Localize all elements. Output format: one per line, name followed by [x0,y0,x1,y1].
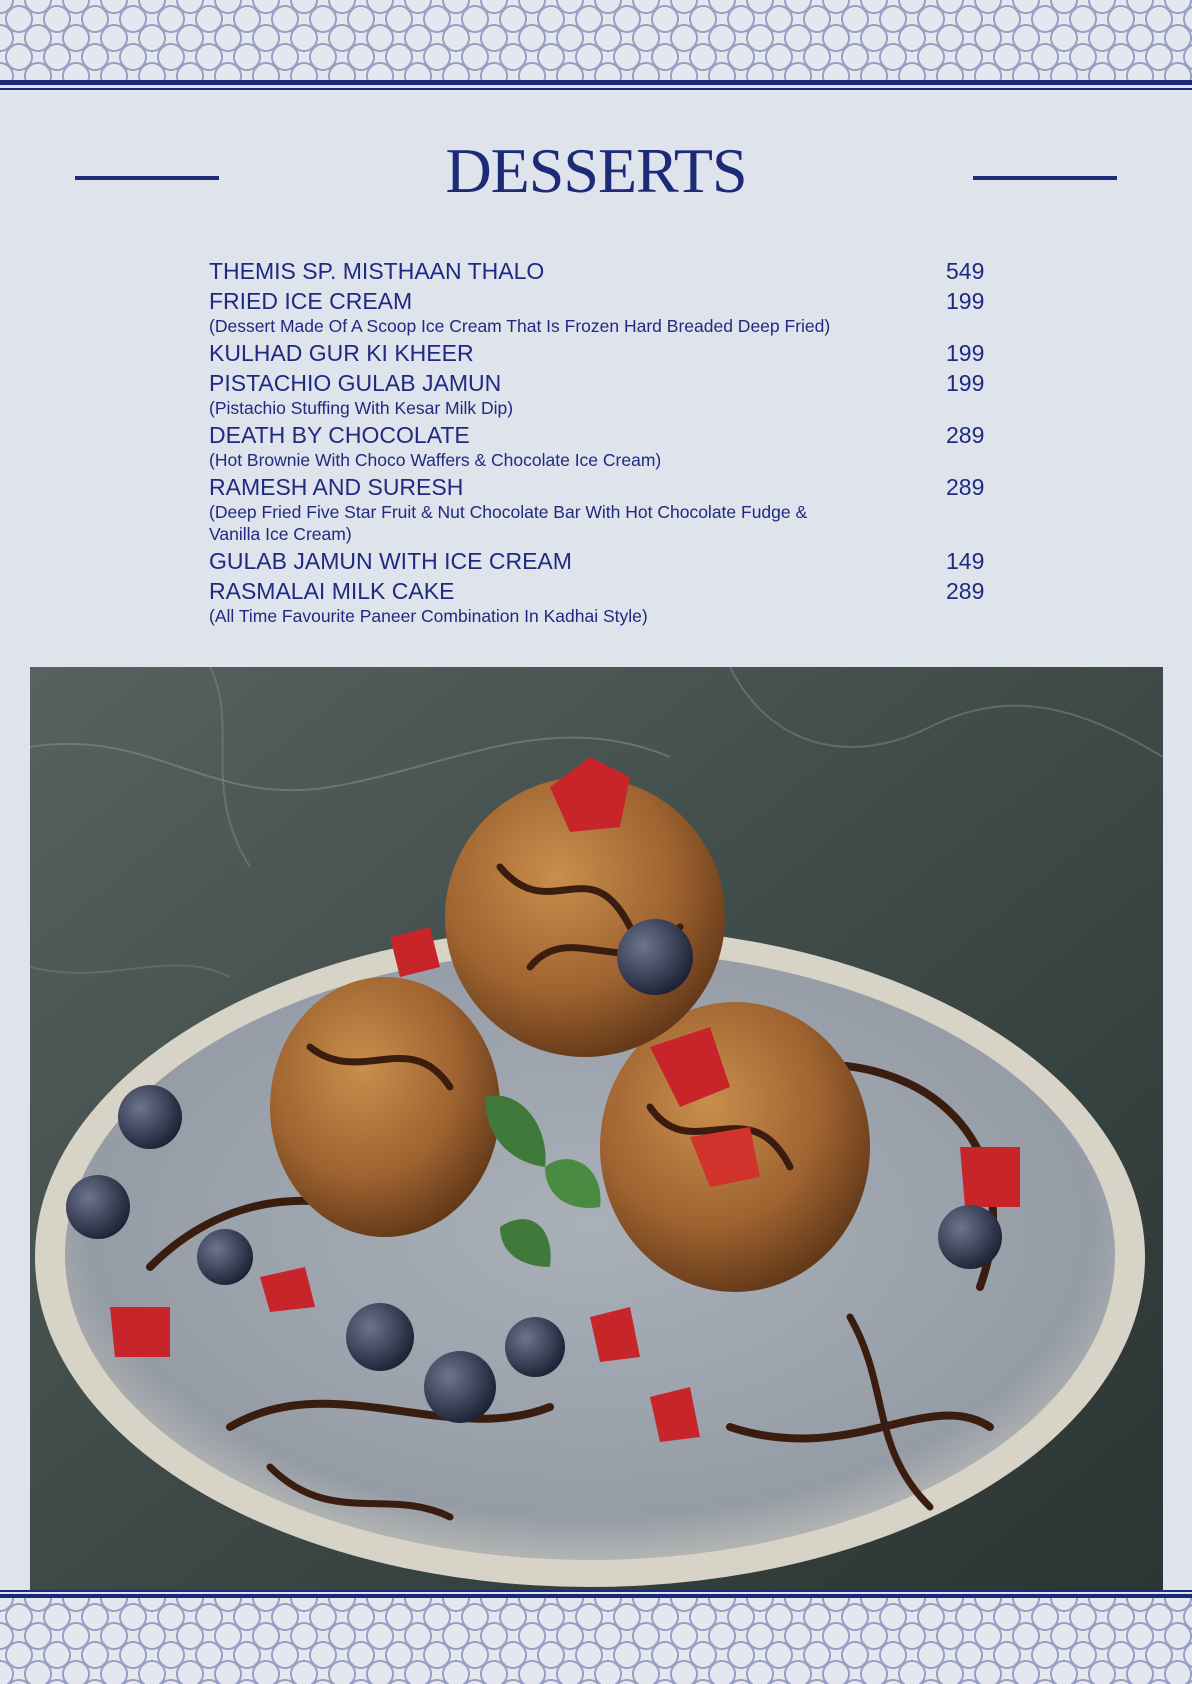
menu-item-description: (Pistachio Stuffing With Kesar Milk Dip) [209,398,514,418]
menu-item-name: RASMALAI MILK CAKE [209,578,455,604]
menu-item-description: (Hot Brownie With Choco Waffers & Chocolate Ice Cream) [209,450,662,470]
menu-item [209,258,1009,285]
top-pattern-band [0,0,1192,82]
menu-item-name: GULAB JAMUN WITH ICE CREAM [209,548,572,574]
menu-item-name: KULHAD GUR KI KHEER [209,340,474,366]
menu-item [209,370,1009,419]
menu-item [209,422,1009,471]
menu-item-price: 289 [946,422,985,448]
menu-item [209,578,1009,627]
menu-item-price: 289 [946,474,985,500]
menu-item [209,288,1009,337]
menu-item [209,474,1009,545]
menu-item [209,340,1009,367]
menu-item-description: (All Time Favourite Paneer Combination In Kadhai Style) [209,606,648,626]
heading-right-rule [973,176,1117,180]
menu-item-name: DEATH BY CHOCOLATE [209,422,470,448]
page-title: DESSERTS [445,135,747,206]
menu-item-price: 199 [946,288,985,314]
menu-item [209,548,1009,575]
menu-item-price: 199 [946,340,985,366]
menu-item-description: (Dessert Made Of A Scoop Ice Cream That Is Frozen Hard Breaded Deep Fried) [209,316,831,336]
section-header [0,128,1192,208]
menu-item-name: THEMIS SP. MISTHAAN THALO [209,258,545,284]
menu-item-price: 289 [946,578,985,604]
menu-item-price: 149 [946,548,985,574]
menu-item-name: RAMESH AND SURESH [209,474,464,500]
top-divider-thin [0,88,1192,90]
bottom-pattern-band [0,1598,1192,1684]
menu-item-name: FRIED ICE CREAM [209,288,413,314]
dessert-photo [30,667,1163,1590]
bottom-divider-thin [0,1590,1192,1592]
menu-list [209,258,1009,630]
menu-item-name: PISTACHIO GULAB JAMUN [209,370,502,396]
top-divider [0,80,1192,85]
menu-item-price: 549 [946,258,985,284]
menu-item-price: 199 [946,370,985,396]
menu-item-description: (Deep Fried Five Star Fruit & Nut Chocolate Bar With Hot Chocolate Fudge & Vanilla Ice Cream) [209,502,808,544]
